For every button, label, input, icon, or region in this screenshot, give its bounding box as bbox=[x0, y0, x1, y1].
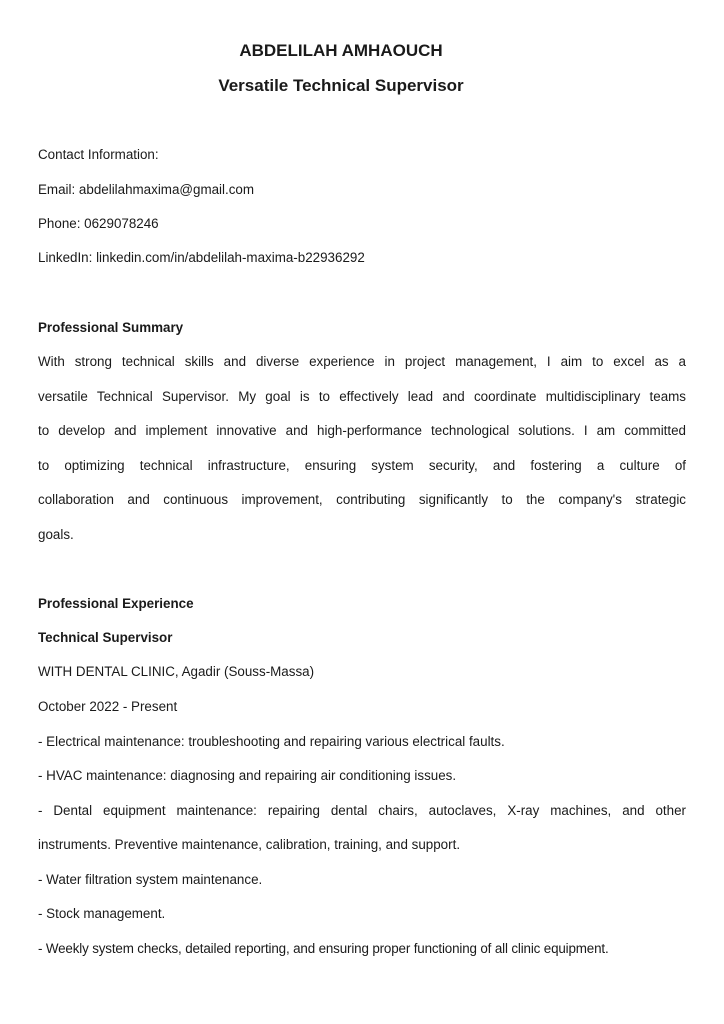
summary-heading: Professional Summary bbox=[38, 320, 184, 335]
contact-linkedin: LinkedIn: linkedin.com/in/abdelilah-maxima-b22936292 bbox=[38, 250, 365, 265]
job-employer: WITH DENTAL CLINIC, Agadir (Souss-Massa) bbox=[38, 664, 315, 679]
job-bullet: - Water filtration system maintenance. bbox=[38, 872, 263, 887]
summary-line: to optimizing technical infrastructure, ensuring system security, and fostering a culture of bbox=[38, 458, 686, 473]
summary-line: to develop and implement innovative and high-performance technological solutions. I am committed bbox=[38, 423, 686, 438]
experience-heading: Professional Experience bbox=[38, 596, 194, 611]
contact-heading: Contact Information: bbox=[38, 147, 159, 162]
job-bullet: - HVAC maintenance: diagnosing and repairing air conditioning issues. bbox=[38, 768, 457, 783]
summary-line: versatile Technical Supervisor. My goal is to effectively lead and coordinate multidisciplinary teams bbox=[38, 389, 686, 404]
resume-title: Versatile Technical Supervisor bbox=[218, 76, 464, 95]
contact-email: Email: abdelilahmaxima@gmail.com bbox=[38, 182, 255, 197]
summary-line: With strong technical skills and diverse experience in project management, I aim to excel as a bbox=[38, 354, 686, 369]
job-bullet: - Weekly system checks, detailed reporting, and ensuring proper functioning of all clinic equipment. bbox=[38, 941, 609, 956]
job-bullet: - Stock management. bbox=[38, 906, 166, 921]
summary-line: goals. bbox=[38, 527, 74, 542]
job-bullet: instruments. Preventive maintenance, calibration, training, and support. bbox=[38, 837, 461, 852]
job-bullet: - Electrical maintenance: troubleshooting and repairing various electrical faults. bbox=[38, 734, 505, 749]
summary-line: collaboration and continuous improvement, contributing significantly to the company's strategic bbox=[38, 492, 686, 507]
job-dates: October 2022 - Present bbox=[38, 699, 178, 714]
job-title: Technical Supervisor bbox=[38, 630, 173, 645]
contact-phone: Phone: 0629078246 bbox=[38, 216, 159, 231]
resume-name: ABDELILAH AMHAOUCH bbox=[239, 41, 443, 60]
job-bullet: - Dental equipment maintenance: repairing dental chairs, autoclaves, X-ray machines, and other bbox=[38, 803, 686, 818]
